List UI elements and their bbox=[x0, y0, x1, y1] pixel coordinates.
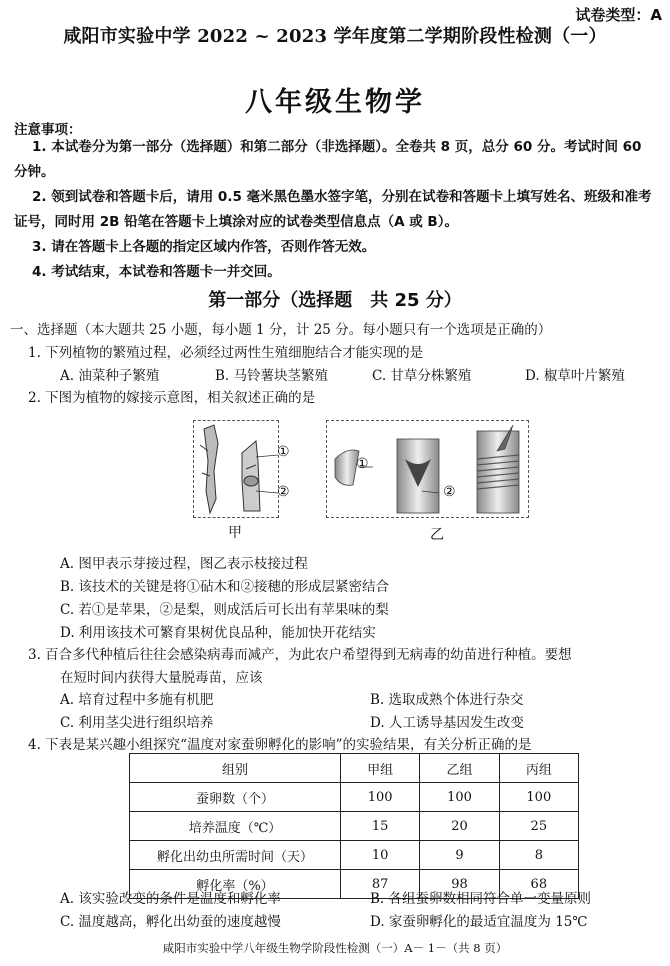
figure-jia-mark-2: ② bbox=[277, 484, 290, 500]
part-one-title: 第一部分（选择题 共 25 分） bbox=[208, 290, 462, 311]
q1-option-d: D. 椒草叶片繁殖 bbox=[525, 368, 625, 384]
q1-option-c: C. 甘草分株繁殖 bbox=[372, 368, 472, 384]
q2-option-b: B. 该技术的关键是将①砧木和②接穗的形成层紧密结合 bbox=[60, 579, 390, 595]
figure-jia-label: 甲 bbox=[228, 525, 242, 541]
exam-type-label: 试卷类型：A bbox=[575, 6, 662, 24]
q3-stem-line2: 在短时间内获得大量脱毒苗，应该 bbox=[60, 670, 263, 686]
table-row bbox=[130, 783, 579, 812]
notice-heading: 注意事项： bbox=[14, 122, 82, 138]
table-header-cell: 组别 bbox=[130, 754, 341, 783]
q3-option-d: D. 人工诱导基因发生改变 bbox=[370, 715, 524, 731]
notice-item-1: 1. 本试卷分为第一部分（选择题）和第二部分（非选择题）。全卷共 8 页，总分 60 分。考试时间 60 分钟。 bbox=[14, 139, 642, 180]
figure-yi-mark-2: ② bbox=[443, 484, 456, 500]
q2-stem: 2. 下图为植物的嫁接示意图，相关叙述正确的是 bbox=[28, 390, 316, 406]
table-cell: 68 bbox=[499, 870, 578, 899]
table-row bbox=[130, 812, 579, 841]
table-cell: 100 bbox=[499, 783, 578, 812]
q4-option-b: B. 各组蚕卵数相同符合单一变量原则 bbox=[370, 891, 592, 907]
table-cell: 25 bbox=[499, 812, 578, 841]
table-cell: 9 bbox=[420, 841, 499, 870]
section-intro: 一、选择题（本大题共 25 小题，每小题 1 分，计 25 分。每小题只有一个选项是正确的） bbox=[10, 322, 552, 338]
page-footer: 咸阳市实验中学八年级生物学阶段性检测（一）A－ 1－（共 8 页） bbox=[162, 941, 508, 955]
q3-option-c: C. 利用茎尖进行组织培养 bbox=[60, 715, 214, 731]
q1-option-a: A. 油菜种子繁殖 bbox=[60, 368, 160, 384]
notice-item-2: 2. 领到试卷和答题卡后，请用 0.5 毫米黑色墨水签字笔，分别在试卷和答题卡上填写姓名、班级和准考证号，同时用 2B 铅笔在答题卡上填涂对应的试卷类型信息点（A 或 B）。 bbox=[14, 189, 652, 230]
subject-title: 八年级生物学 bbox=[245, 87, 425, 118]
table-cell: 培养温度（℃） bbox=[130, 812, 341, 841]
notice-item-3: 3. 请在答题卡上各题的指定区域内作答，否则作答无效。 bbox=[32, 239, 376, 255]
q3-option-b: B. 选取成熟个体进行杂交 bbox=[370, 692, 524, 708]
figure-yi-mark-1: ① bbox=[356, 456, 369, 472]
table-cell: 8 bbox=[499, 841, 578, 870]
table-header-cell: 乙组 bbox=[420, 754, 499, 783]
table-cell: 孵化率（%） bbox=[130, 870, 341, 899]
table-cell: 15 bbox=[341, 812, 420, 841]
q1-option-b: B. 马铃薯块茎繁殖 bbox=[215, 368, 329, 384]
table-cell: 100 bbox=[420, 783, 499, 812]
table-cell: 98 bbox=[420, 870, 499, 899]
figure-yi-label: 乙 bbox=[430, 527, 444, 543]
q2-option-c: C. 若①是苹果，②是梨，则成活后可长出有苹果味的梨 bbox=[60, 602, 389, 618]
school-exam-title: 咸阳市实验中学 2022 ~ 2023 学年度第二学期阶段性检测（一） bbox=[63, 26, 607, 47]
table-cell: 87 bbox=[341, 870, 420, 899]
figure-jia-mark-1: ① bbox=[277, 444, 290, 460]
q4-stem: 4. 下表是某兴趣小组探究“温度对家蚕卵孵化的影响”的实验结果，有关分析正确的是 bbox=[28, 737, 532, 753]
table-cell: 孵化出幼虫所需时间（天） bbox=[130, 841, 341, 870]
table-cell: 蚕卵数（个） bbox=[130, 783, 341, 812]
q1-stem: 1. 下列植物的繁殖过程，必须经过两性生殖细胞结合才能实现的是 bbox=[28, 345, 424, 361]
q3-stem-line1: 3. 百合多代种植后往往会感染病毒而减产，为此农户希望得到无病毒的幼苗进行种植。要想 bbox=[28, 647, 572, 663]
table-cell: 100 bbox=[341, 783, 420, 812]
q4-option-c: C. 温度越高，孵化出幼蚕的速度越慢 bbox=[60, 914, 281, 930]
q3-option-a: A. 培育过程中多施有机肥 bbox=[60, 692, 214, 708]
table-row bbox=[130, 841, 579, 870]
q4-option-d: D. 家蚕卵孵化的最适宜温度为 15℃ bbox=[370, 914, 588, 930]
table-cell: 20 bbox=[420, 812, 499, 841]
q2-option-d: D. 利用该技术可繁育果树优良品种，能加快开花结实 bbox=[60, 625, 376, 641]
figure-jia-box bbox=[193, 420, 279, 518]
table-header-cell: 甲组 bbox=[341, 754, 420, 783]
table-cell: 10 bbox=[341, 841, 420, 870]
q2-option-a: A. 图甲表示芽接过程，图乙表示枝接过程 bbox=[60, 556, 308, 572]
silkworm-hatching-table bbox=[129, 753, 579, 899]
q4-option-a: A. 该实验改变的条件是温度和孵化率 bbox=[60, 891, 281, 907]
grafting-figure-jia bbox=[194, 421, 278, 517]
notice-item-4: 4. 考试结束，本试卷和答题卡一并交回。 bbox=[32, 264, 281, 280]
table-header-cell: 丙组 bbox=[499, 754, 578, 783]
table-header-row bbox=[130, 754, 579, 783]
